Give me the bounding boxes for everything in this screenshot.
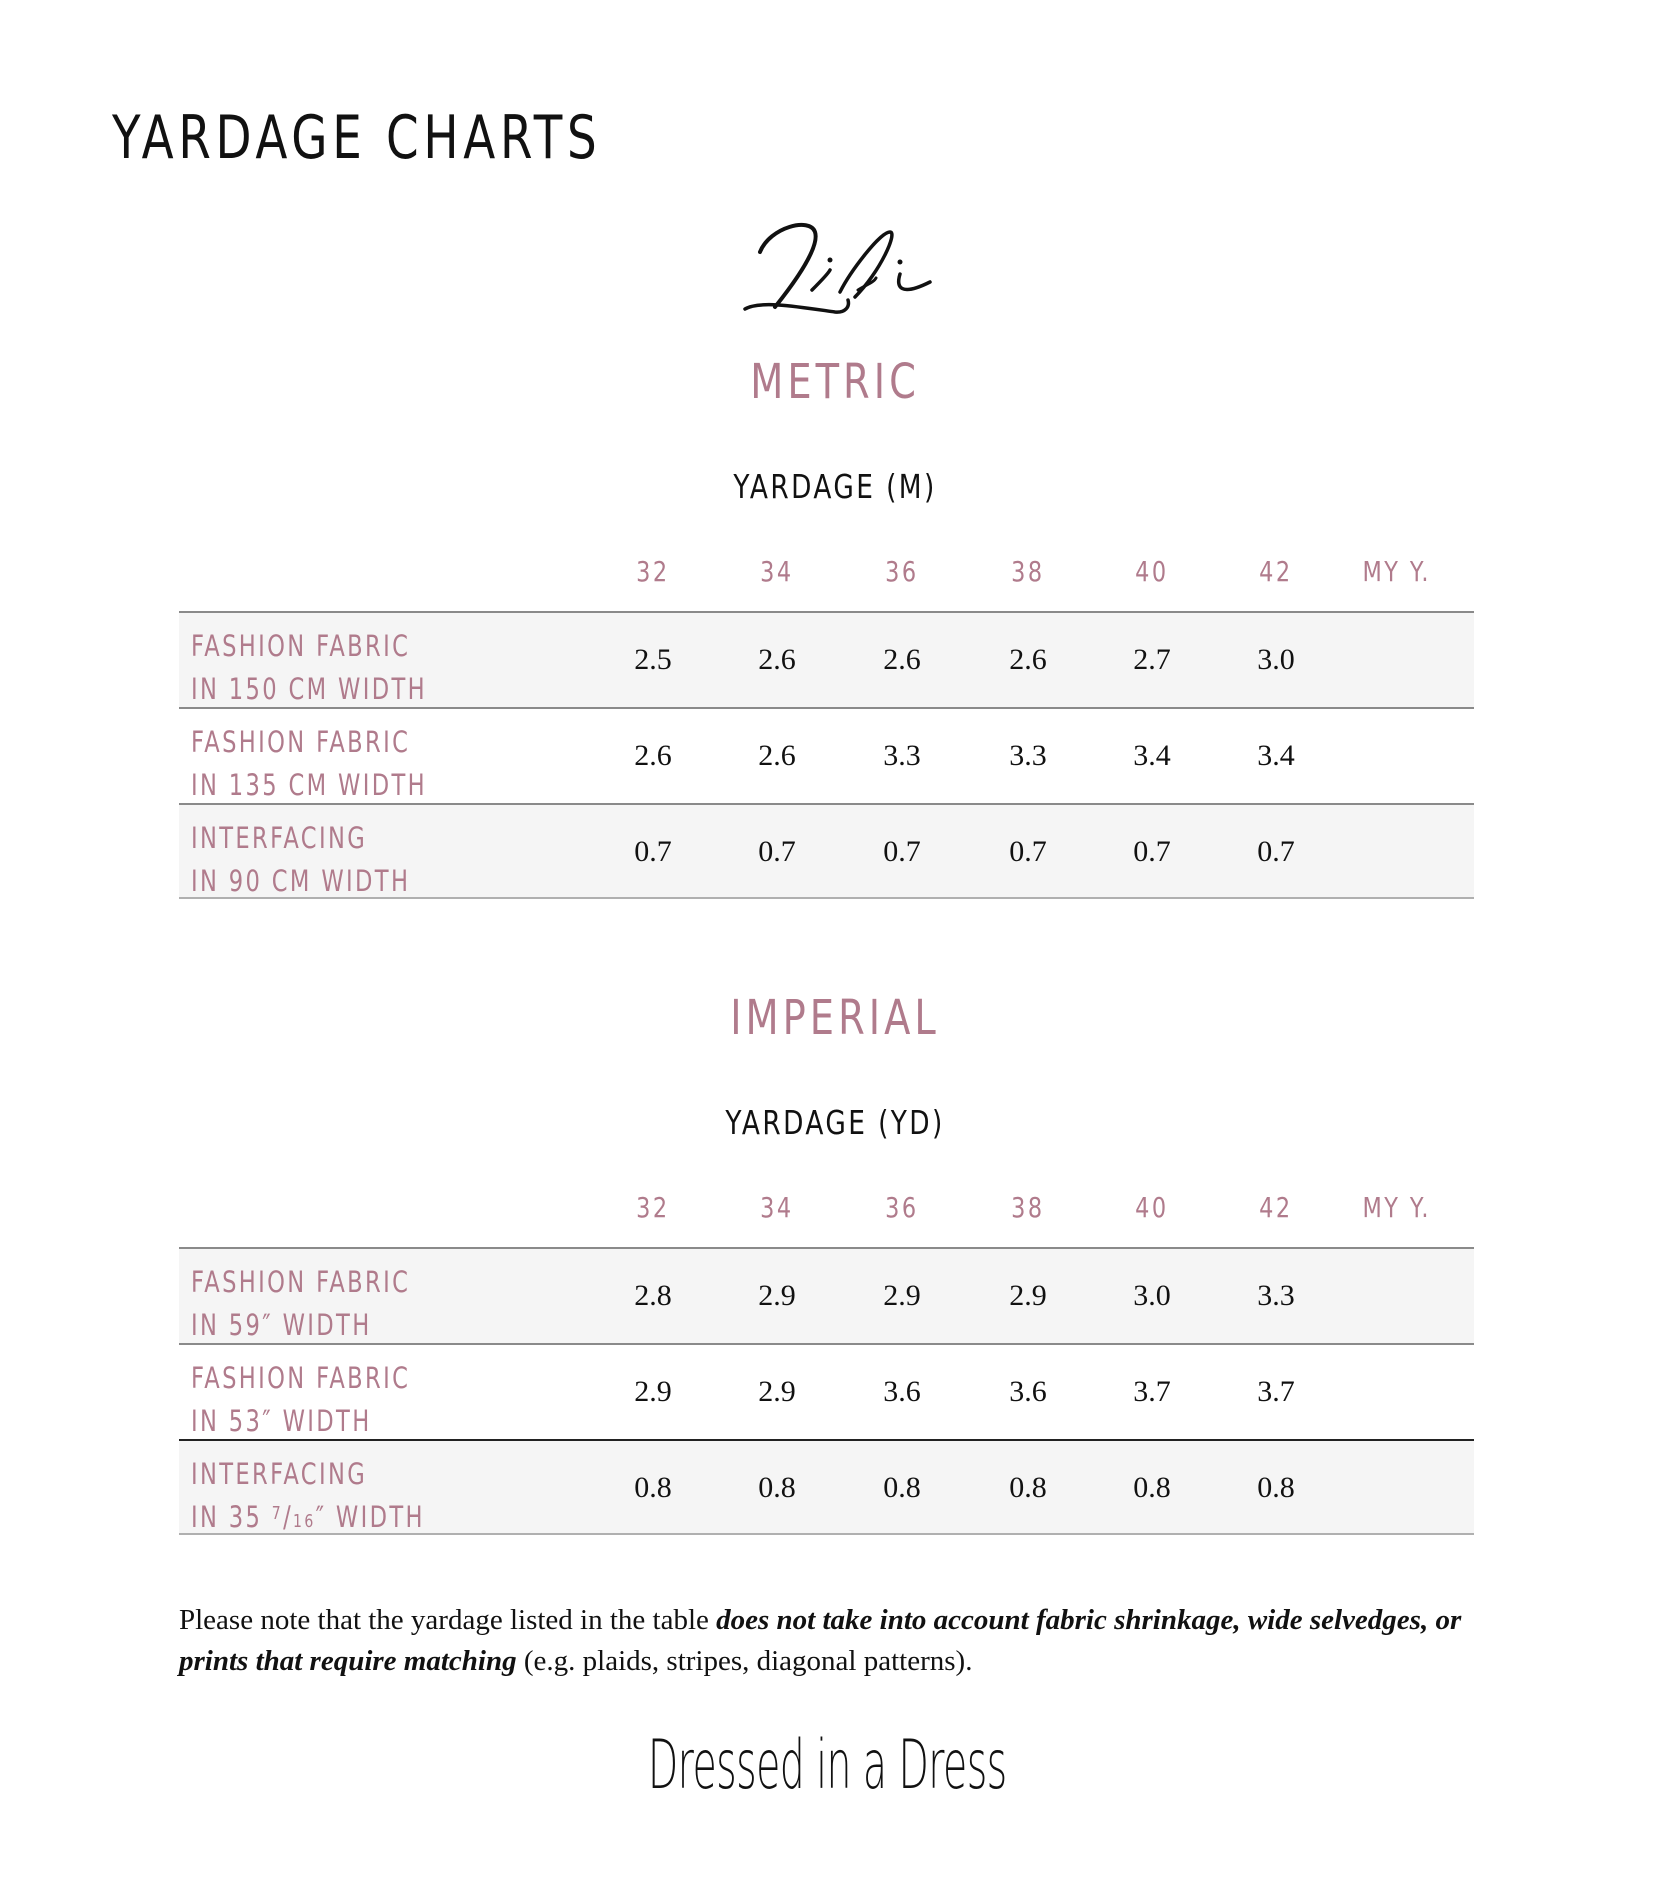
imperial-yardage-table	[179, 1247, 1474, 1535]
table-cell: 2.9	[1009, 1279, 1047, 1312]
imperial-section-title: IMPERIAL	[730, 990, 940, 1046]
table-cell: 2.6	[634, 739, 672, 772]
column-header-36: 36	[885, 555, 919, 588]
column-header-34: 34	[760, 1191, 794, 1224]
table-row	[179, 803, 1474, 899]
page-title: YARDAGE CHARTS	[112, 103, 602, 173]
row-label: FASHION FABRIC IN 59″ WIDTH	[191, 1265, 411, 1342]
table-cell: 0.7	[1009, 835, 1047, 868]
table-row	[179, 1343, 1474, 1439]
column-header-34: 34	[760, 555, 794, 588]
table-cell: 2.9	[758, 1375, 796, 1408]
table-cell: 0.7	[758, 835, 796, 868]
table-cell: 3.0	[1133, 1279, 1171, 1312]
table-cell: 2.9	[634, 1375, 672, 1408]
table-cell: 2.7	[1133, 643, 1171, 676]
table-cell: 2.9	[758, 1279, 796, 1312]
table-cell: 2.6	[1009, 643, 1047, 676]
yardage-note: Please note that the yardage listed in the table does not take into account fabric shrinkage, wide selvedges, or prints that require matching (e.g. plaids, stripes, diagonal patterns).	[179, 1604, 1462, 1677]
column-header-38: 38	[1011, 1191, 1045, 1224]
table-row	[179, 1439, 1474, 1535]
table-cell: 0.8	[634, 1471, 672, 1504]
table-cell: 3.4	[1133, 739, 1171, 772]
row-label: FASHION FABRIC IN 150 CM WIDTH	[191, 629, 428, 706]
row-label: FASHION FABRIC IN 53″ WIDTH	[191, 1361, 411, 1438]
brand-wordmark: Dressed in a Dress	[647, 1726, 1007, 1805]
table-cell: 2.6	[758, 643, 796, 676]
table-row	[179, 611, 1474, 707]
column-header-36: 36	[885, 1191, 919, 1224]
table-cell: 0.8	[883, 1471, 921, 1504]
table-cell: 3.6	[883, 1375, 921, 1408]
table-cell: 2.6	[883, 643, 921, 676]
table-cell: 0.8	[758, 1471, 796, 1504]
table-cell: 0.7	[1133, 835, 1171, 868]
table-cell: 3.0	[1257, 643, 1295, 676]
table-cell: 0.7	[634, 835, 672, 868]
table-cell: 2.9	[883, 1279, 921, 1312]
column-header-32: 32	[636, 1191, 670, 1224]
table-row	[179, 1247, 1474, 1343]
row-label: FASHION FABRIC IN 135 CM WIDTH	[191, 725, 428, 802]
table-cell: 0.8	[1257, 1471, 1295, 1504]
table-cell: 0.7	[883, 835, 921, 868]
column-header-my-yardage: MY Y.	[1362, 555, 1432, 588]
table-cell: 2.8	[634, 1279, 672, 1312]
column-header-38: 38	[1011, 555, 1045, 588]
column-header-40: 40	[1135, 555, 1169, 588]
metric-unit-title: YARDAGE (M)	[733, 467, 937, 506]
column-header-32: 32	[636, 555, 670, 588]
row-label: INTERFACING IN 90 CM WIDTH	[191, 821, 411, 898]
column-header-42: 42	[1259, 555, 1293, 588]
metric-column-headers	[0, 555, 1654, 598]
table-cell: 2.6	[758, 739, 796, 772]
table-cell: 0.7	[1257, 835, 1295, 868]
column-header-42: 42	[1259, 1191, 1293, 1224]
table-cell: 3.7	[1257, 1375, 1295, 1408]
imperial-unit-title: YARDAGE (YD)	[725, 1103, 945, 1142]
table-cell: 3.4	[1257, 739, 1295, 772]
table-cell: 0.8	[1009, 1471, 1047, 1504]
column-header-my-yardage: MY Y.	[1362, 1191, 1432, 1224]
table-cell: 3.3	[883, 739, 921, 772]
imperial-column-headers	[0, 1191, 1654, 1234]
table-cell: 0.8	[1133, 1471, 1171, 1504]
column-header-40: 40	[1135, 1191, 1169, 1224]
table-row	[179, 707, 1474, 803]
table-cell: 3.6	[1009, 1375, 1047, 1408]
table-cell: 2.5	[634, 643, 672, 676]
metric-yardage-table	[179, 611, 1474, 899]
table-cell: 3.3	[1257, 1279, 1295, 1312]
lili-logo	[740, 212, 940, 317]
row-label: INTERFACING IN 35 $^7$/16″ WIDTH	[191, 1457, 425, 1534]
table-cell: 3.3	[1009, 739, 1047, 772]
table-cell: 3.7	[1133, 1375, 1171, 1408]
metric-section-title: METRIC	[750, 354, 920, 410]
